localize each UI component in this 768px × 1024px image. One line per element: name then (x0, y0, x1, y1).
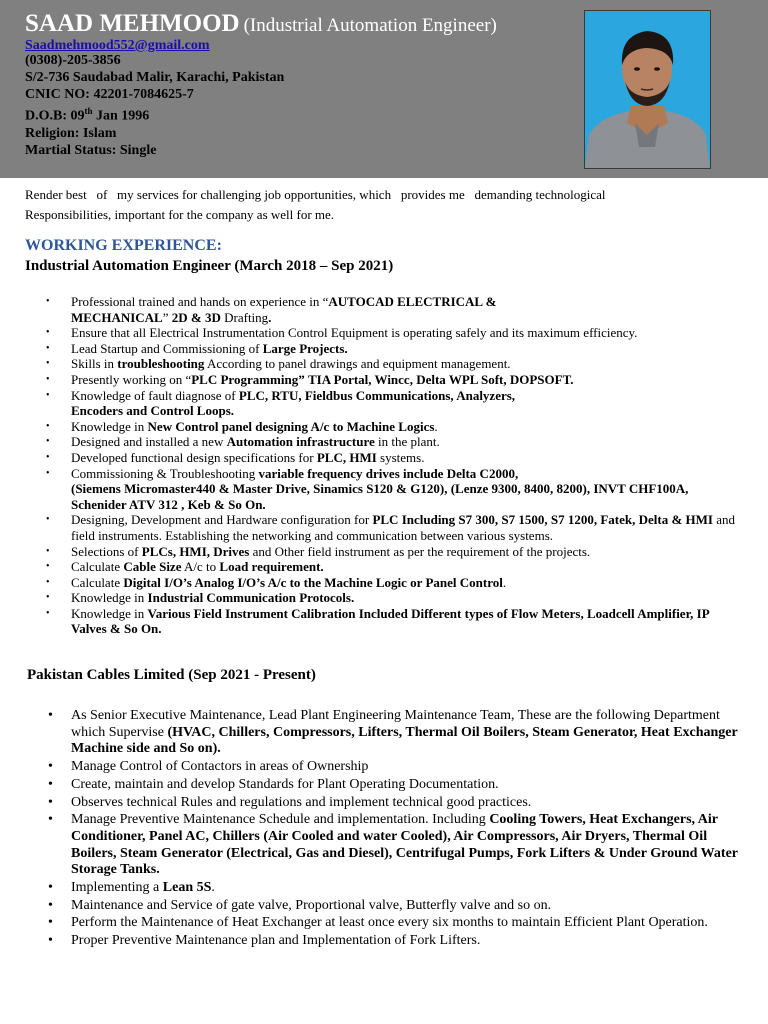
cnic: CNIC NO: 42201-7084625-7 (25, 86, 194, 102)
list-item: • Calculate Digital I/O’s Analog I/O’s A/c to the Machine Logic or Panel Control. (46, 575, 746, 591)
dob-suffix: Jan 1996 (92, 109, 150, 125)
candidate-name: SAAD MEHMOOD (25, 10, 240, 37)
header-banner (0, 0, 768, 178)
bold-text: Cooling Towers, Heat Exchangers, Air Conditioner, Panel AC, Chillers (Air Cooled and water Cooled), Air Compressors, Air Dryers, Thermal Oil Boilers, Steam Generator (Electrical, Gas and Diesel), Centrifugal Pumps, Fork Lifters & Under Ground Water Storage Tanks. (71, 812, 738, 878)
bold-text: MECHANICAL (71, 309, 163, 325)
list-item: • Knowledge in Industrial Communication Protocols. (46, 590, 746, 606)
profile-photo (584, 10, 711, 169)
list-item: • Knowledge in New Control panel designing A/c to Machine Logics. (46, 419, 746, 435)
job-title-pakistan-cables: Pakistan Cables Limited (Sep 2021 - Present) (27, 667, 316, 683)
bold-text: Digital I/O’s Analog I/O’s A/c to the Machine Logic or Panel Control (123, 574, 503, 590)
bold-text: PLC Programming” (191, 371, 305, 387)
list-item: • Manage Control of Contactors in areas of Ownership (48, 759, 738, 776)
bold-text: Encoders and Control Loops. (71, 403, 235, 419)
bold-text: Cable Size (123, 559, 182, 575)
bold-text: variable frequency drives include Delta C2000, (258, 465, 519, 481)
list-item: • Designed and installed a new Automation infrastructure in the plant. (46, 434, 746, 450)
bold-text: PLC, HMI (316, 449, 377, 465)
bold-text: (Siemens Micromaster440 & Master Drive, Sinamics S120 & G120), (Lenze 9300, 8400, 8200), INVT CHF100A, Schenider ATV 312 , Keb & So On. (71, 481, 689, 512)
job-title-automation-engineer: Industrial Automation Engineer (March 2018 – Sep 2021) (25, 258, 394, 274)
date-of-birth (25, 103, 284, 125)
dob-sup: th (84, 106, 93, 117)
list-item: • Presently working on “PLC Programming” TIA Portal, Wincc, Delta WPL Soft, DOPSOFT. (46, 372, 746, 388)
list-item: • Knowledge of fault diagnose of PLC, RTU, Fieldbus Communications, Analyzers, Encoders and Control Loops. (46, 388, 746, 419)
job2-responsibility-list (48, 708, 738, 951)
bold-text: Industrial Communication Protocols. (147, 590, 355, 606)
bold-text: 2D & 3D (171, 309, 221, 325)
objective-line: Responsibilities, important for the company as well for me. (25, 207, 335, 222)
list-item: • Designing, Development and Hardware configuration for PLC Including S7 300, S7 1500, S7 1200, Fatek, Delta & HMI and field instruments. Establishing the networking and communication between various systems. (46, 512, 746, 543)
list-item: • Manage Preventive Maintenance Schedule and implementation. Including Cooling Towers, Heat Exchangers, Air Conditioner, Panel AC, Chillers (Air Cooled and water Cooled), Air Compressors, Air Dryers, Thermal Oil Boilers, Steam Generator (Electrical, Gas and Diesel), Centrifugal Pumps, Fork Lifters & Under Ground Water Storage Tanks. (48, 812, 738, 878)
section-title-working-experience: WORKING EXPERIENCE: (25, 237, 222, 254)
bold-text: AUTOCAD ELECTRICAL & (328, 294, 497, 309)
list-item: • Selections of PLCs, HMI, Drives and Other field instrument as per the requirement of the projects. (46, 544, 746, 560)
marital-status: Martial Status: Single (25, 142, 157, 158)
candidate-role: (Industrial Automation Engineer) (243, 15, 497, 36)
list-item: • Lead Startup and Commissioning of Large Projects. (46, 341, 746, 357)
bold-text: New Control panel designing A/c to Machine Logics (147, 418, 435, 434)
list-item: • Implementing a Lean 5S. (48, 880, 738, 897)
list-item: • Create, maintain and develop Standards for Plant Operating Documentation. (48, 777, 738, 794)
bold-text: Various Field Instrument Calibration Included Different types of Flow Meters, Loadcell Amplifier, IP Valves & So On. (71, 605, 709, 637)
portrait-illustration (585, 11, 710, 168)
list-item: • Perform the Maintenance of Heat Exchanger at least once every six months to maintain Efficient Plant Operation. (48, 915, 738, 932)
list-item: • As Senior Executive Maintenance, Lead Plant Engineering Maintenance Team, These are the following Department which Supervise (HVAC, Chillers, Compressors, Lifters, Thermal Oil Boilers, Steam Generator, Heat Exchanger Machine side and So on). (48, 708, 738, 758)
objective-line: Render best of my services for challenging job opportunities, which provides me demanding technological (25, 187, 606, 202)
job1-responsibility-list (46, 294, 746, 637)
name-line (25, 10, 497, 38)
list-item: • Developed functional design specifications for PLC, HMI systems. (46, 450, 746, 466)
bold-text: . (268, 309, 272, 325)
bold-text: TIA Portal, Wincc, Delta WPL Soft, DOPSOFT. (307, 371, 574, 387)
list-item: • Calculate Cable Size A/c to Load requirement. (46, 559, 746, 575)
list-item: • Skills in troubleshooting According to panel drawings and equipment management. (46, 356, 746, 372)
list-item: • Proper Preventive Maintenance plan and Implementation of Fork Lifters. (48, 933, 738, 950)
bold-text: Load requirement. (219, 559, 324, 575)
phone: (0308)-205-3856 (25, 53, 121, 68)
religion: Religion: Islam (25, 125, 117, 141)
bold-text: PLCs, HMI, Drives (141, 543, 250, 559)
list-item: • Professional trained and hands on experience in “AUTOCAD ELECTRICAL & MECHANICAL” 2D & 3D Drafting. (46, 294, 746, 325)
bold-text: Lean 5S (162, 879, 212, 895)
dob-prefix: D.O.B: 09 (25, 109, 85, 125)
bold-text: Large Projects. (262, 340, 348, 356)
list-item: • Knowledge in Various Field Instrument Calibration Included Different types of Flow Meters, Loadcell Amplifier, IP Valves & So On. (46, 606, 746, 637)
bold-text: (HVAC, Chillers, Compressors, Lifters, Thermal Oil Boilers, Steam Generator, Heat Exchanger Machine side and So on). (71, 724, 738, 757)
email-link[interactable]: Saadmehmood552@gmail.com (25, 38, 210, 53)
list-item: • Commissioning & Troubleshooting variable frequency drives include Delta C2000, (Siemens Micromaster440 & Master Drive, Sinamics S120 & G120), (Lenze 9300, 8400, 8200), INVT CHF100A, Schenider ATV 312 , Keb & So On. (46, 466, 746, 513)
list-item: • Maintenance and Service of gate valve, Proportional valve, Butterfly valve and so on. (48, 898, 738, 915)
list-item: • Observes technical Rules and regulations and implement technical good practices. (48, 795, 738, 812)
bold-text: PLC Including S7 300, S7 1500, S7 1200, Fatek, Delta & HMI (372, 512, 713, 528)
bold-text: Automation infrastructure (226, 434, 375, 450)
career-objective (25, 185, 725, 225)
contact-info (25, 53, 284, 159)
bold-text: troubleshooting (117, 356, 205, 372)
bold-text: PLC, RTU, Fieldbus Communications, Analyzers, (238, 387, 516, 403)
list-item: • Ensure that all Electrical Instrumentation Control Equipment is operating safely and its maximum efficiency. (46, 325, 746, 341)
address: S/2-736 Saudabad Malir, Karachi, Pakistan (25, 69, 285, 85)
